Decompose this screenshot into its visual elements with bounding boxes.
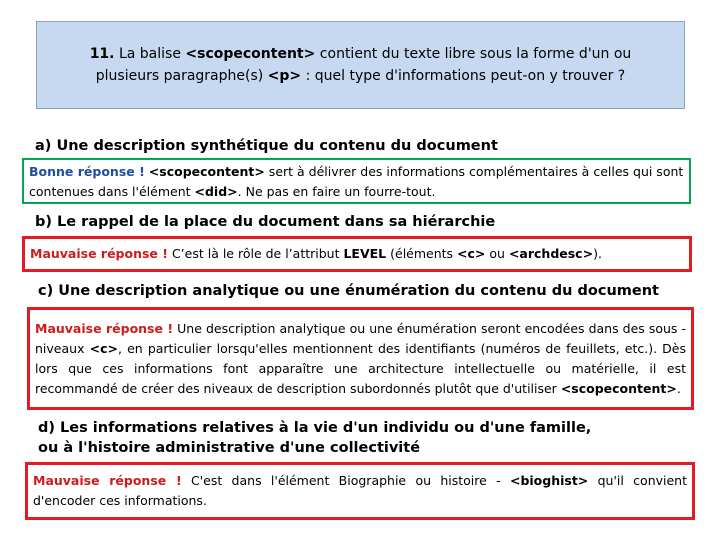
verdict-bad: Mauvaise réponse ! <box>33 473 182 488</box>
option-d[interactable]: d) Les informations relatives à la vie d'un individu ou d'une famille, ou à l'histoire administrative d'une collectivité <box>38 420 592 456</box>
answer-a-feedback: Bonne réponse ! <scopecontent> sert à délivrer des informations complémentaires à celles qui sont contenues dans l'élément <did>. Ne pas en faire un fourre-tout. <box>22 158 691 204</box>
question-tag-p: <p> <box>267 68 302 84</box>
option-a[interactable]: a) Une description synthétique du contenu du document <box>35 138 498 154</box>
answer-c-feedback: Mauvaise réponse ! Une description analytique ou une énumération seront encodées dans des sous -niveaux <c>, en particulier lorsqu'elles mentionnent des identifiants (numéros de feuillets, etc.). Dès lors que ces informations font apparaître une architecture intellectuelle ou matérielle, il est recommandé de créer des niveaux de description subordonnés plutôt que d'utiliser <scopecontent>. <box>27 307 694 410</box>
verdict-good: Bonne réponse ! <box>29 164 145 179</box>
option-b[interactable]: b) Le rappel de la place du document dans sa hiérarchie <box>35 214 496 230</box>
question-text: 11. La balise <scopecontent> contient du texte libre sous la forme d'un ou plusieurs paragraphe(s) <p> : quel type d'informations peut-on y trouver ? <box>89 46 632 84</box>
answer-d-feedback: Mauvaise réponse ! C'est dans l'élément Biographie ou histoire - <bioghist> qu'il convient d'encoder ces informations. <box>25 462 695 520</box>
verdict-bad: Mauvaise réponse ! <box>35 321 174 336</box>
option-c[interactable]: c) Une description analytique ou une énumération du contenu du document <box>38 283 659 299</box>
question-number: 11. <box>89 46 115 62</box>
answer-b-feedback: Mauvaise réponse ! C’est là le rôle de l’attribut LEVEL (éléments <c> ou <archdesc>). <box>22 236 692 272</box>
verdict-bad: Mauvaise réponse ! <box>30 246 168 261</box>
question-box <box>36 21 685 109</box>
question-tag: <scopecontent> <box>185 46 316 62</box>
